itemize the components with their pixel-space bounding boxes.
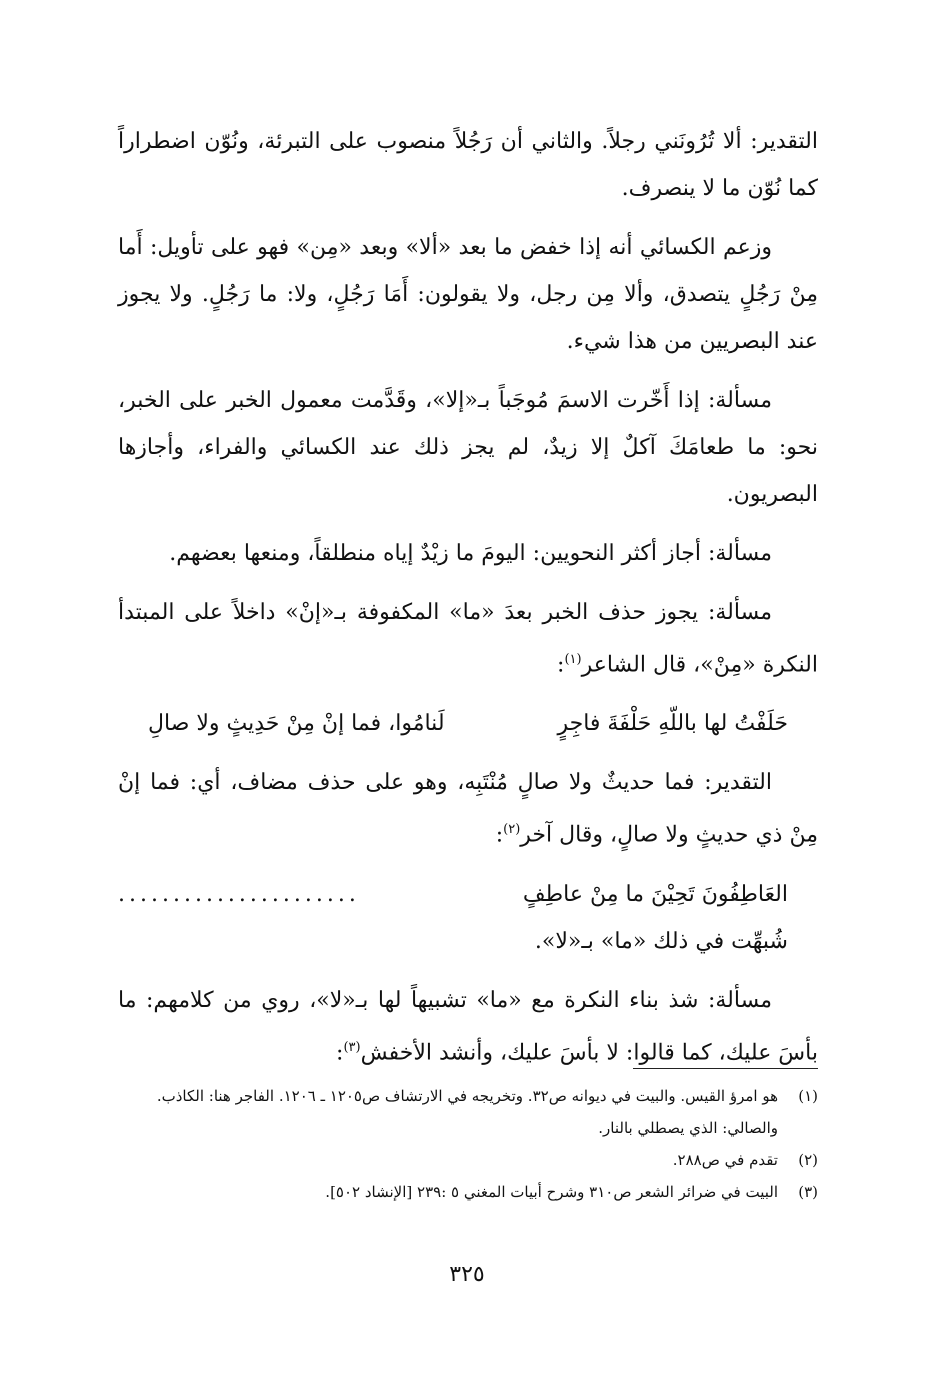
paragraph-taqdir-2-text: التقدير: فما حديثٌ ولا صالٍ مُنْتَبِه، وهو على حذف مضاف، أي: فما إنْ مِنْ ذي حديثٍ ولا صالٍ، وقال آخر xyxy=(118,770,818,848)
colon: : xyxy=(495,822,504,848)
paragraph-masala-1-text: مسألة: إذا أَخّرت الاسمَ مُوجَباً بـ«إلا»، وقَدَّمت معمول الخبر على الخبر، نحو: ما طعامَكَ آكلٌ إلا زيدٌ، لم يجز ذلك عند الكسائي والفراء، وأجازها البصريون. xyxy=(118,388,818,507)
page-number: ٣٢٥ xyxy=(449,1262,485,1287)
footnote-ref-1: (١) xyxy=(564,652,582,667)
footnote-number: (٣) xyxy=(798,1183,818,1201)
verse-2-comment: شُبهِّت في ذلك «ما» بـ«لا». xyxy=(534,928,788,954)
paragraph-taqdir: التقدير: ألا تُرُونَني رجلاً. والثاني أن رَجُلاً منصوب على التبرئة، ونُوّن اضطراراً كما نُوّن ما لا ينصرف. xyxy=(118,129,818,201)
paragraph-kisai xyxy=(118,224,818,365)
verse-2-ellipsis: ...................... xyxy=(118,881,360,907)
paragraph-masala-2 xyxy=(118,530,818,577)
footnote-1 xyxy=(118,1080,818,1144)
footnote-3 xyxy=(118,1176,818,1208)
paragraph-masala-3-text: مسألة: يجوز حذف الخبر بعدَ «ما» المكفوفة بـ«إنْ» داخلاً على المبتدأ النكرة «مِنْ»، قال الشاعر xyxy=(118,600,818,678)
paragraph-masala-3 xyxy=(118,589,818,688)
footnote-number: (١) xyxy=(798,1087,818,1105)
footnote-divider xyxy=(633,1068,818,1069)
colon: : xyxy=(336,1039,344,1065)
paragraph-masala-4 xyxy=(118,977,818,1076)
footnote-ref-3: (٣) xyxy=(343,1039,361,1055)
footnote-number: (٢) xyxy=(798,1151,818,1169)
paragraph-taqdir-2 xyxy=(118,759,818,858)
paragraph-masala-1 xyxy=(118,377,818,518)
verse-2-row xyxy=(118,871,788,918)
footnote-ref-2: (٢) xyxy=(503,822,521,838)
verse-2 xyxy=(118,871,818,965)
footnote-text: البيت في ضرائر الشعر ص٣١٠ وشرح أبيات المغني ٥ :٢٣٩ [الإنشاد ٥٠٢]. xyxy=(325,1183,778,1201)
verse-1-second-hemistich: لَنامُوا، فما إنْ مِنْ حَدِيثٍ ولا صالِ xyxy=(148,711,445,737)
footnotes xyxy=(118,1080,818,1208)
paragraph-kisai-text: وزعم الكسائي أنه إذا خفض ما بعد «ألا» وبعد «مِن» فهو على تأويل: أَما مِنْ رَجُلٍ يتصدق، وألا مِن رجل، ولا يقولون: أَمَا رَجُلٍ، ولا: ما رَجُلٍ. ولا يجوز عند البصريين من هذا شيء. xyxy=(118,235,818,354)
footnote-2 xyxy=(118,1144,818,1176)
paragraph-masala-4-text: مسألة: شذ بناء النكرة مع «ما» تشبيهاً لها بـ«لا»، روي من كلامهم: ما بأسَ عليك، كما قالوا: لا بأسَ عليك، وأنشد الأخفش xyxy=(118,987,818,1065)
footnote-text: هو امرؤ القيس. والبيت في ديوانه ص٣٢. وتخريجه في الارتشاف ص١٢٠٥ ـ ١٢٠٦. الفاجر هنا: الكاذب. والصالي: الذي يصطلي بالنار. xyxy=(156,1087,778,1137)
colon: : xyxy=(557,652,565,678)
page-body xyxy=(118,118,818,1088)
verse-1 xyxy=(118,700,818,747)
paragraph-masala-2-text: مسألة: أجاز أكثر النحويين: اليومَ ما زيْدٌ إياه منطلقاً، ومنعها بعضهم. xyxy=(169,541,772,566)
verse-1-first-hemistich: حَلَفْتُ لها باللّهِ حَلْفَةَ فاجِرٍ xyxy=(557,711,788,737)
footnote-text: تقدم في ص٢٨٨. xyxy=(672,1151,778,1169)
verse-2-first-hemistich: العَاطِفُونَ تَحِيْنَ ما مِنْ عاطِفٍ xyxy=(522,881,788,907)
